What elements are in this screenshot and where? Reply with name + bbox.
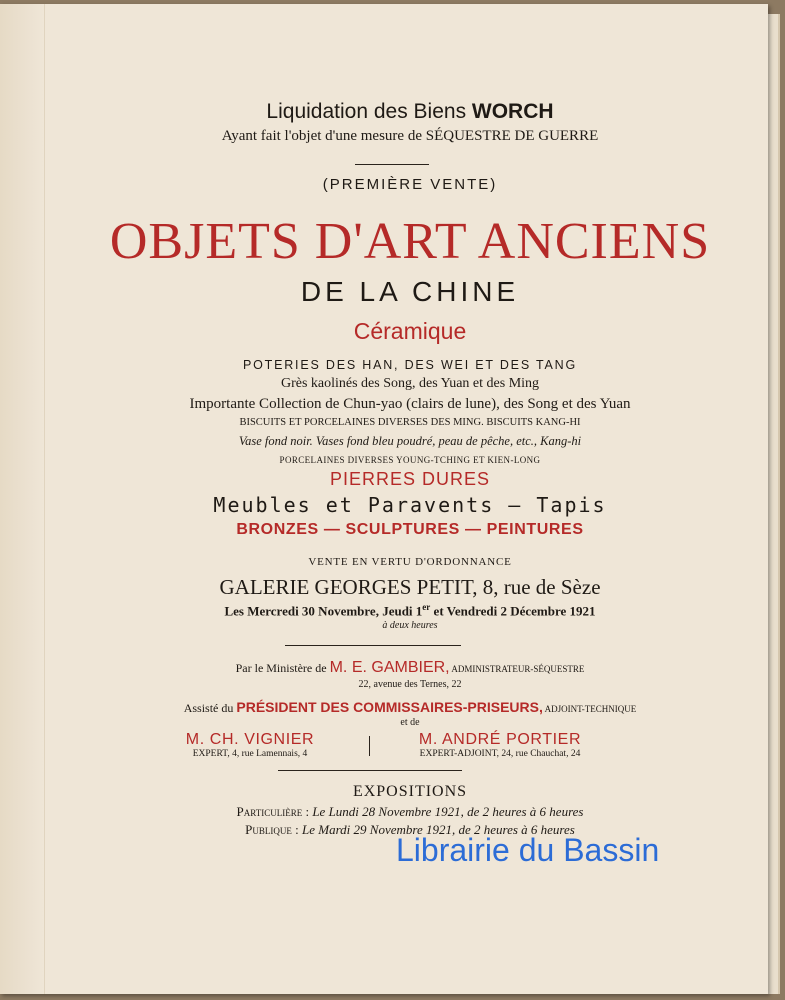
gambier-name: M. E. GAMBIER,	[329, 659, 450, 676]
exposition-particuliere	[60, 804, 760, 820]
assisted-line	[60, 699, 760, 716]
sale-ordonnance: VENTE EN VERTU D'ORDONNANCE	[308, 556, 512, 568]
item-gres: Grès kaolinés des Song, des Yuan et des Ming	[280, 376, 540, 391]
ministry-prefix: Par le Ministère de	[235, 661, 330, 675]
vignier-detail: EXPERT, 4, rue Lamennais, 4	[192, 749, 308, 759]
header-line-2: Ayant fait l'objet d'une mesure de SÉQUESTRE DE GUERRE	[221, 128, 599, 144]
et-de: et de	[400, 717, 420, 728]
item-bronzes: BRONZES — SCULPTURES — PEINTURES	[236, 521, 584, 538]
header-line-1	[60, 100, 760, 124]
gambier-address: 22, avenue des Ternes, 22	[358, 679, 462, 690]
vignier-name: M. CH. VIGNIER	[185, 731, 315, 748]
item-collection: Importante Collection de Chun-yao (clairs de lune), des Song et des Yuan	[189, 396, 631, 412]
divider-2	[285, 645, 461, 646]
item-poteries: POTERIES DES HAN, DES WEI ET DES TANG	[242, 358, 577, 372]
binding-strip	[0, 4, 45, 994]
item-meubles: Meubles et Paravents — Tapis	[213, 493, 607, 517]
header-name: WORCH	[471, 100, 554, 123]
sub-title: DE LA CHINE	[300, 276, 520, 307]
divider-3	[278, 770, 462, 771]
sale-venue: GALERIE GEORGES PETIT, 8, rue de Sèze	[219, 575, 601, 599]
expositions-heading: EXPOSITIONS	[352, 783, 468, 800]
sale-number: (PREMIÈRE VENTE)	[322, 176, 498, 193]
watermark: Librairie du Bassin	[396, 832, 660, 868]
sale-time: à deux heures	[382, 620, 438, 631]
assisted-prefix: Assisté du	[183, 701, 237, 715]
header-prefix: Liquidation des Biens	[266, 100, 472, 123]
divider-1	[355, 164, 429, 165]
portier-block	[385, 731, 615, 759]
item-vase: Vase fond noir. Vases fond bleu poudré, peau de pêche, etc., Kang-hi	[238, 434, 582, 448]
dates-sup: er	[422, 602, 431, 612]
vertical-divider	[369, 736, 370, 756]
item-porcelaines: PORCELAINES DIVERSES YOUNG-TCHING ET KIEN-LONG	[279, 455, 541, 465]
portier-name: M. ANDRÉ PORTIER	[418, 731, 582, 748]
item-pierres: PIERRES DURES	[329, 469, 491, 489]
particuliere-text: Le Lundi 28 Novembre 1921, de 2 heures à 6 heures	[309, 804, 584, 819]
category-title: Céramique	[353, 318, 467, 344]
particuliere-label: Particulière :	[236, 804, 310, 819]
vignier-block	[150, 731, 350, 759]
dates-prefix: Les Mercredi 30 Novembre, Jeudi 1	[224, 603, 423, 619]
ministry-line	[60, 659, 760, 677]
president-role: ADJOINT-TECHNIQUE	[542, 704, 637, 714]
item-biscuits: BISCUITS ET PORCELAINES DIVERSES DES MING. BISCUITS KANG-HI	[239, 417, 581, 428]
gambier-role: ADMINISTRATEUR-SÉQUESTRE	[449, 664, 585, 674]
publique-label: Publique :	[245, 822, 299, 837]
publique-text: Le Mardi 29 Novembre 1921, de 2 heures à 6 heures	[298, 822, 575, 837]
main-title: OBJETS D'ART ANCIENS	[109, 213, 711, 270]
president-title: PRÉSIDENT DES COMMISSAIRES-PRISEURS,	[236, 699, 543, 715]
dates-suffix: et Vendredi 2 Décembre 1921	[430, 603, 596, 619]
portier-detail: EXPERT-ADJOINT, 24, rue Chauchat, 24	[419, 749, 581, 759]
sale-dates	[60, 602, 760, 619]
